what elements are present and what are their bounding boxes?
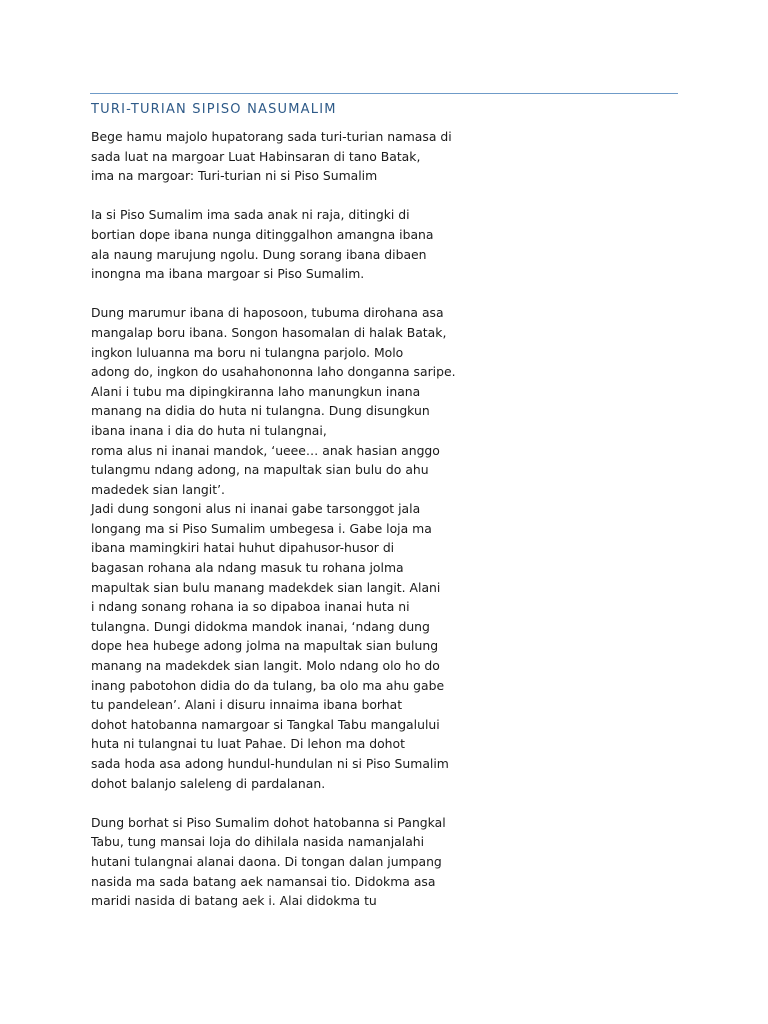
text-line: Bege hamu majolo hupatorang sada turi-turian namasa di [91,129,452,144]
text-line: Alani i tubu ma dipingkiranna laho manungkun inana [91,383,421,399]
text-line: ibana mamingkiri hatai huhut dipahusor-husor di [91,540,395,556]
text-line: longang ma si Piso Sumalim umbegesa i. Gabe loja ma [91,520,432,536]
text-line: dope hea hubege adong jolma na mapultak sian bulung [91,638,439,654]
text-line: sada hoda asa adong hundul-hundulan ni si Piso Sumalim [91,756,449,771]
paragraph [91,205,711,283]
header-rule [90,93,678,94]
text-line: manang na didia do huta ni tulangna. Dung disungkun [91,403,430,419]
text-line: nasida ma sada batang aek namansai tio. Didokma asa [91,873,436,889]
text-line: roma alus ni inanai mandok, ‘ueee… anak hasian anggo [91,442,440,458]
text-line: ima na margoar: Turi-turian ni si Piso Sumalim [91,168,378,184]
text-line: mapultak sian bulu manang madekdek sian langit. Alani [91,579,441,595]
text-line: madedek sian langit’. [91,481,225,497]
text-line: inongna ma ibana margoar si Piso Sumalim. [91,266,365,282]
text-line: i ndang sonang rohana ia so dipaboa inanai huta ni [91,599,410,615]
text-line: tu pandelean’. Alani i disuru innaima ibana borhat [91,697,403,713]
text-line: adong do, ingkon do usahahononna laho donganna saripe. [91,364,456,380]
text-line: maridi nasida di batang aek i. Alai didokma tu [91,893,377,909]
text-line: dohot balanjo saleleng di pardalanan. [91,775,326,791]
text-line: Tabu, tung mansai loja do dihilala nasida namanjalahi [91,834,425,850]
document-body [91,127,711,930]
text-line: mangalap boru ibana. Songon hasomalan di halak Batak, [91,324,447,340]
text-line: ibana inana i dia do huta ni tulangnai, [91,422,327,438]
text-line: sada luat na margoar Luat Habinsaran di tano Batak, [91,148,421,164]
paragraph [91,813,711,911]
paragraph [91,303,711,793]
text-line: bortian dope ibana nunga ditinggalhon amangna ibana [91,226,434,242]
text-line: tulangmu ndang adong, na mapultak sian bulu do ahu [91,462,429,478]
text-line: Dung borhat si Piso Sumalim dohot hatobanna si Pangkal [91,814,446,830]
text-line: Jadi dung songoni alus ni inanai gabe tarsonggot jala [91,501,421,517]
text-line: tulangna. Dungi didokma mandok inanai, ‘ndang dung [91,618,430,634]
text-line: Ia si Piso Sumalim ima sada anak ni raja, ditingki di [91,207,410,223]
text-line: inang pabotohon didia do da tulang, ba olo ma ahu gabe [91,677,445,693]
text-line: ingkon luluanna ma boru ni tulangna parjolo. Molo [91,344,404,360]
document-title: TURI-TURIAN SIPISO NASUMALIM [91,102,337,117]
text-line: huta ni tulangnai tu luat Pahae. Di lehon ma dohot [91,736,405,752]
paragraph [91,127,711,186]
text-line: hutani tulangnai alanai daona. Di tongan dalan jumpang [91,853,442,869]
text-line: dohot hatobanna namargoar si Tangkal Tabu mangalului [91,716,440,732]
text-line: bagasan rohana ala ndang masuk tu rohana jolma [91,560,404,576]
text-line: manang na madekdek sian langit. Molo ndang olo ho do [91,658,440,674]
text-line: Dung marumur ibana di haposoon, tubuma dirohana asa [91,305,444,321]
text-line: ala naung marujung ngolu. Dung sorang ibana dibaen [91,246,427,262]
